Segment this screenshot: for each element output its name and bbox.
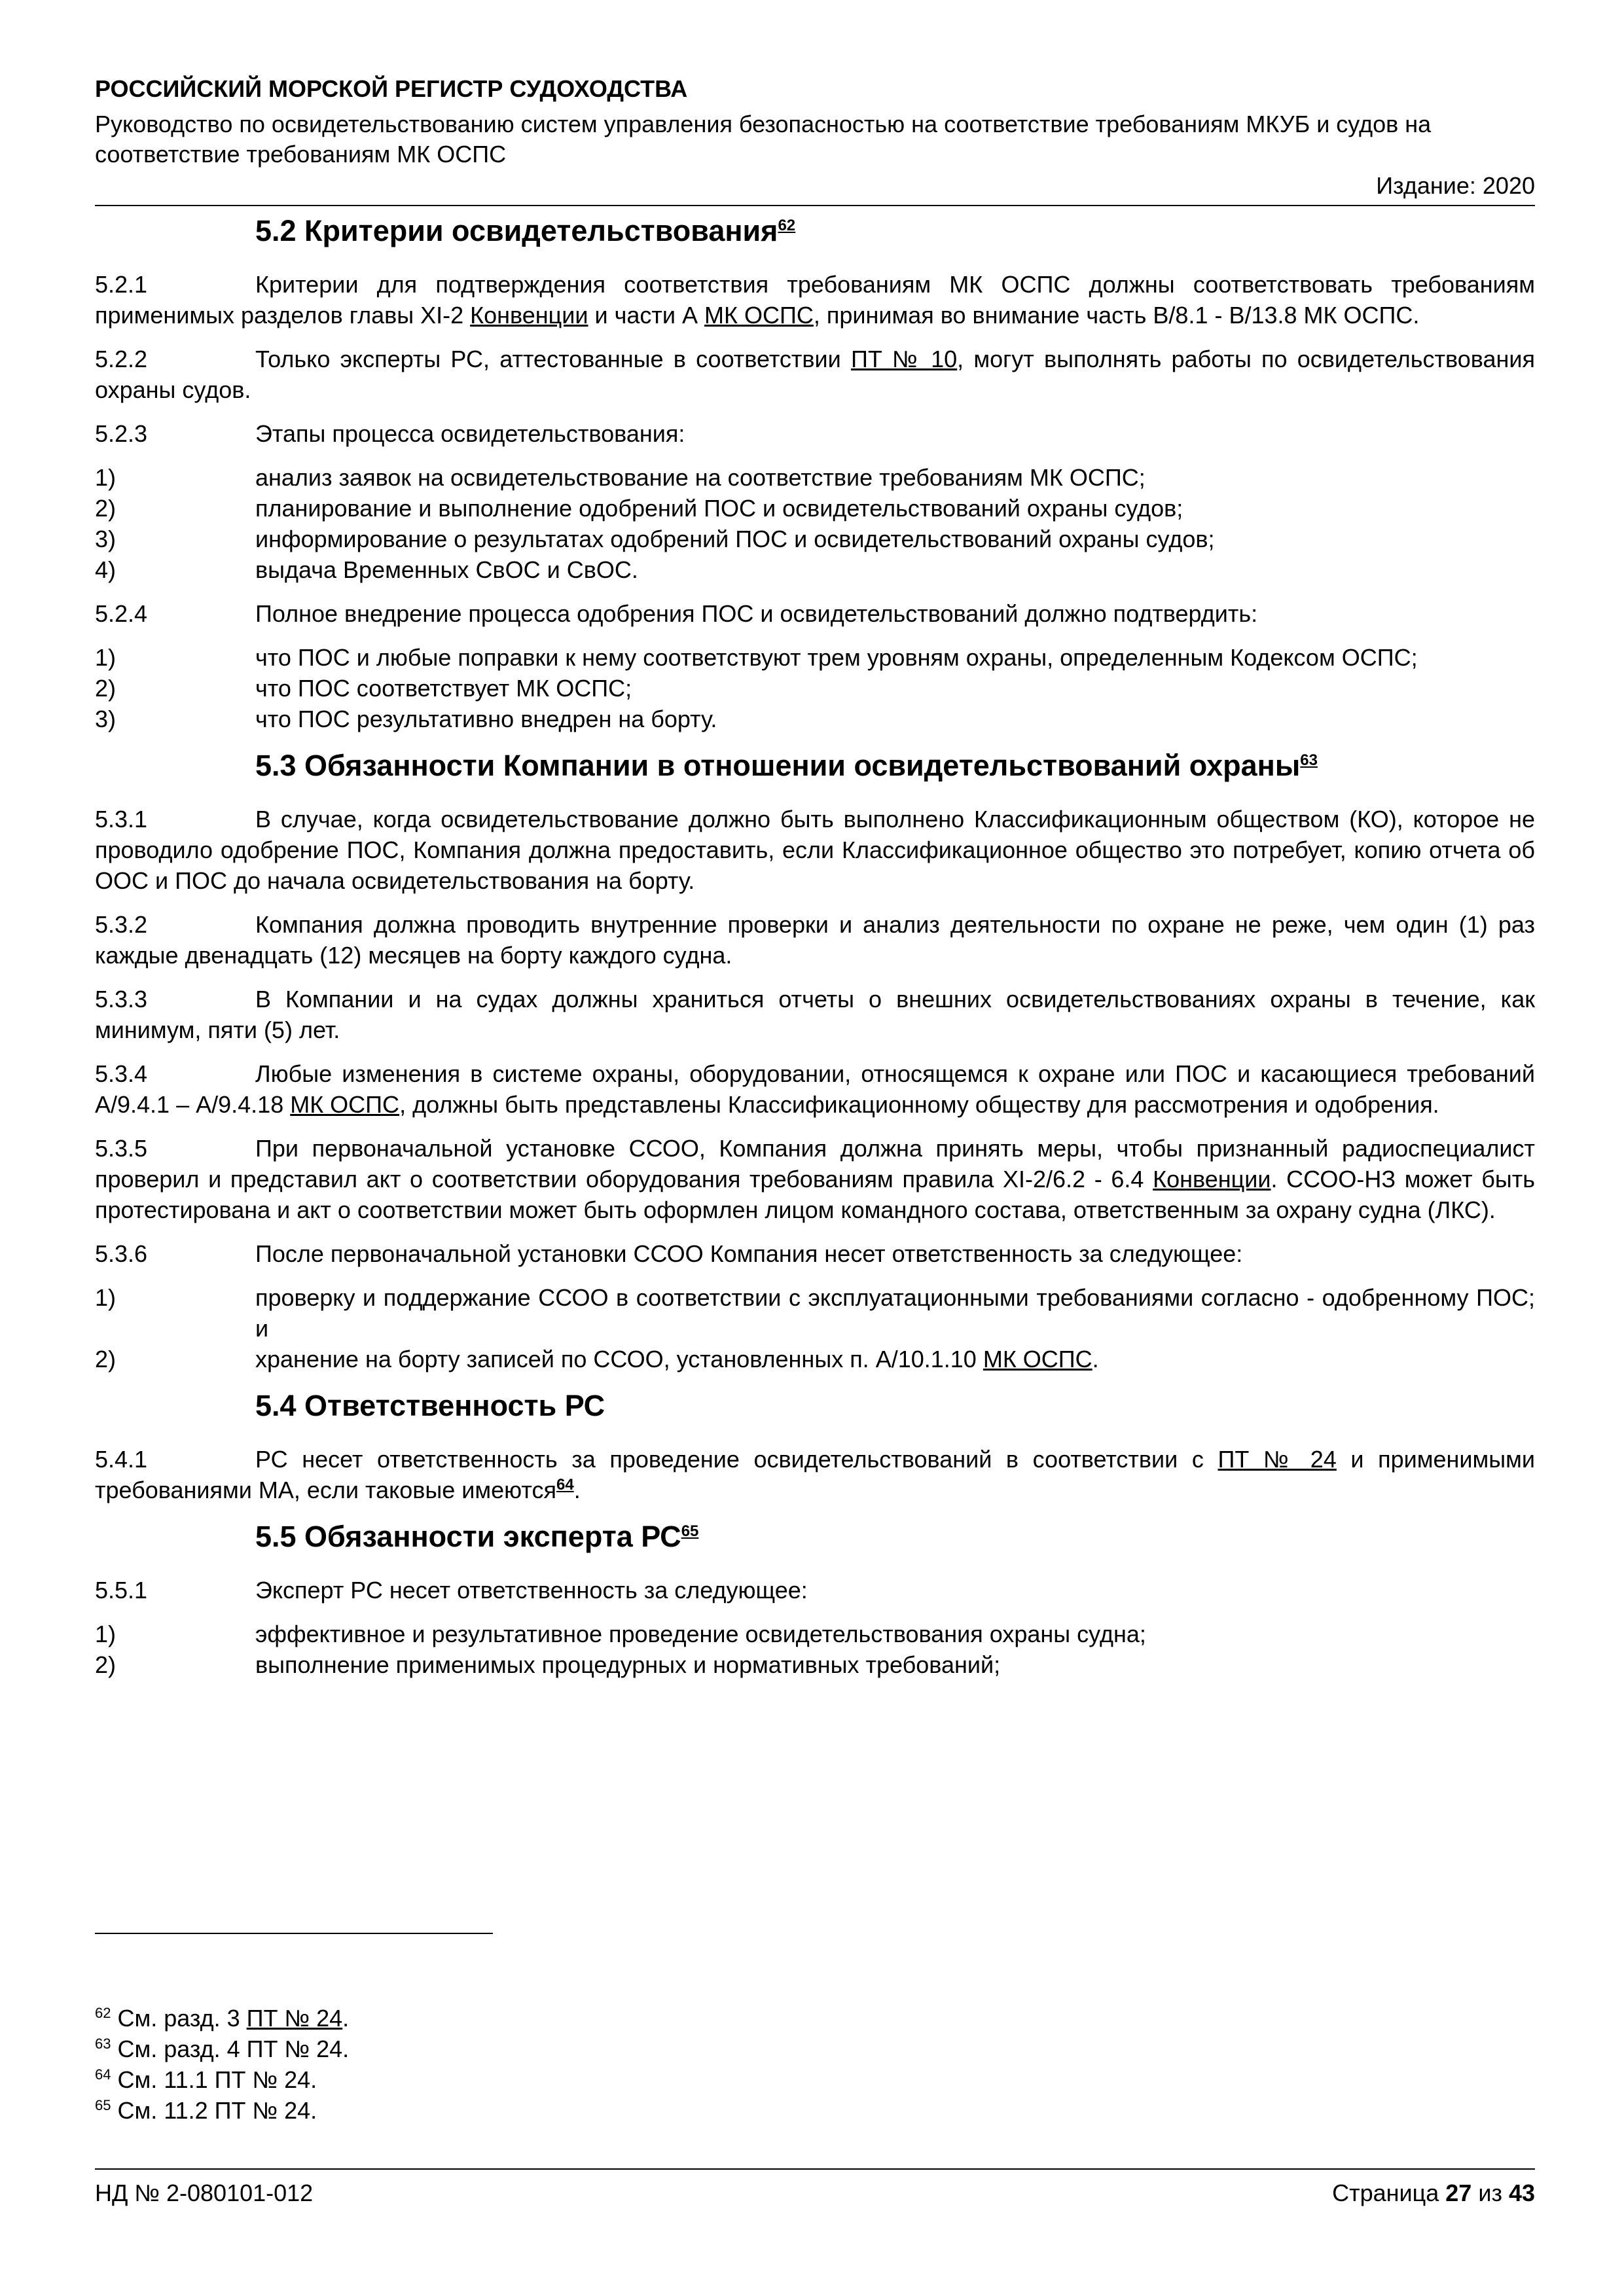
paragraph-number: 5.3.4 xyxy=(95,1060,148,1087)
footnote-62: $^{62}$ См. разд. 3 ПТ № 24. xyxy=(95,2005,350,2032)
footer-document-number: НД № 2-080101-012 xyxy=(95,2179,314,2206)
header-organization: РОССИЙСКИЙ МОРСКОЙ РЕГИСТР СУДОХОДСТВА xyxy=(95,75,688,102)
paragraph-5-2-1: 5.2.1 Критерии для подтверждения соответствия требованиям МК ОСПС должны соответствовать требованиям применимых разделов главы XI-2 Конвенции и части А МК ОСПС, принимая во внимание часть В/8.1 - В/13.8 МК ОСПС. xyxy=(95,269,1535,331)
list-item: 2) что ПОС соответствует МК ОСПС; xyxy=(95,675,632,702)
list-item: 2) хранение на борту записей по ССОО, установленных п. А/10.1.10 МК ОСПС. xyxy=(95,1346,1099,1372)
section-5-3-heading: 5.3 Обязанности Компании в отношении освидетельствований охраны$^{63}$ xyxy=(255,749,1318,782)
paragraph-number: 5.2.3 xyxy=(95,420,148,447)
total-pages: 43 xyxy=(1508,2179,1535,2206)
paragraph-number: 5.3.3 xyxy=(95,986,148,1013)
paragraph-number: 5.3.1 xyxy=(95,806,148,833)
footer-page-number: Страница 27 из 43 xyxy=(1332,2179,1535,2206)
paragraph-number: 5.2.2 xyxy=(95,346,148,372)
link-convention[interactable]: Конвенции xyxy=(1153,1166,1271,1193)
paragraph-5-3-4: 5.3.4 Любые изменения в системе охраны, оборудовании, относящемся к охране или ПОС и касающиеся требований А/9.4.1 – А/9.4.18 МК ОСПС, должны быть представлены Классификационному обществу для рассмотрения и одобрения. xyxy=(95,1058,1535,1120)
section-5-4-heading: 5.4 Ответственность РС xyxy=(255,1389,605,1422)
header-document-title: Руководство по освидетельствованию систем управления безопасностью на соответствие требованиям МКУБ и судов на соответствие требованиям МК ОСПС xyxy=(95,111,1432,168)
paragraph-number: 5.3.2 xyxy=(95,911,148,938)
link-isps-code[interactable]: МК ОСПС xyxy=(704,302,814,329)
footnotes xyxy=(95,2003,349,2126)
footnote-63: $^{63}$ См. разд. 4 ПТ № 24. xyxy=(95,2036,350,2062)
paragraph-5-2-2: 5.2.2 Только эксперты РС, аттестованные в соответствии ПТ № 10, могут выполнять работы по освидетельствования охраны судов. xyxy=(95,344,1535,405)
document-page xyxy=(95,0,1535,2296)
footer-divider xyxy=(95,2168,1535,2170)
paragraph-5-5-1: 5.5.1 Эксперт РС несет ответственность за следующее: xyxy=(95,1575,1535,1605)
footnote-ref-63[interactable]: 63 xyxy=(1300,751,1318,769)
list-5-3-6 xyxy=(95,1282,1535,1374)
list-item: 2) выполнение применимых процедурных и нормативных требований; xyxy=(95,1651,1001,1678)
footnote-ref-64[interactable]: 64 xyxy=(556,1476,574,1494)
list-5-2-4 xyxy=(95,642,1535,734)
list-item: 3) что ПОС результативно внедрен на борту. xyxy=(95,706,717,732)
paragraph-number: 5.2.4 xyxy=(95,600,148,627)
paragraph-number: 5.2.1 xyxy=(95,271,148,298)
paragraph-number: 5.3.6 xyxy=(95,1240,148,1267)
list-item: 2) планирование и выполнение одобрений ПОС и освидетельствований охраны судов; xyxy=(95,495,1183,522)
footnote-64: $^{64}$ См. 11.1 ПТ № 24. xyxy=(95,2066,317,2093)
paragraph-5-4-1: 5.4.1 РС несет ответственность за проведение освидетельствований в соответствии с ПТ № 24 и применимыми требованиями МА, если таковые имеются$^{64}$. xyxy=(95,1444,1535,1505)
footnote-65: $^{65}$ См. 11.2 ПТ № 24. xyxy=(95,2097,317,2124)
list-item: 1) проверку и поддержание ССОО в соответствии с эксплуатационными требованиями согласно - одобренному ПОС; и xyxy=(95,1284,1535,1342)
section-5-2-heading: 5.2 Критерии освидетельствования$^{62}$ xyxy=(255,214,796,247)
link-convention[interactable]: Конвенции xyxy=(470,302,588,329)
paragraph-5-3-3: 5.3.3 В Компании и на судах должны храниться отчеты о внешних освидетельствованиях охраны в течение, как минимум, пяти (5) лет. xyxy=(95,984,1535,1045)
link-isps-code[interactable]: МК ОСПС xyxy=(290,1091,400,1118)
paragraph-5-3-6: 5.3.6 После первоначальной установки ССОО Компания несет ответственность за следующее: xyxy=(95,1238,1535,1269)
list-item: 1) что ПОС и любые поправки к нему соответствуют трем уровням охраны, определенным Кодексом ОСПС; xyxy=(95,644,1418,671)
list-item: 1) эффективное и результативное проведение освидетельствования охраны судна; xyxy=(95,1621,1146,1647)
section-5-5-heading: 5.5 Обязанности эксперта РС$^{65}$ xyxy=(255,1520,699,1553)
link-pt-24[interactable]: ПТ № 24 xyxy=(1218,1446,1337,1473)
list-5-5-1 xyxy=(95,1619,1535,1680)
paragraph-5-2-4: 5.2.4 Полное внедрение процесса одобрения ПОС и освидетельствований должно подтвердить: xyxy=(95,598,1535,629)
document-body xyxy=(95,213,1535,1693)
paragraph-number: 5.5.1 xyxy=(95,1577,148,1604)
header-divider xyxy=(95,205,1535,206)
list-item: 1) анализ заявок на освидетельствование на соответствие требованиям МК ОСПС; xyxy=(95,464,1146,491)
paragraph-number: 5.3.5 xyxy=(95,1135,148,1162)
list-item: 3) информирование о результатах одобрений ПОС и освидетельствований охраны судов; xyxy=(95,526,1215,552)
paragraph-number: 5.4.1 xyxy=(95,1446,148,1473)
list-5-2-3 xyxy=(95,462,1535,585)
footnote-ref-62[interactable]: 62 xyxy=(778,217,796,234)
paragraph-5-3-1: 5.3.1 В случае, когда освидетельствование должно быть выполнено Классификационным обществом (КО), которое не проводило одобрение ПОС, Компания должна предоставить, если Классификационное общество это потребует, копию отчета об ООС и ПОС до начала освидетельствования на борту. xyxy=(95,804,1535,896)
paragraph-5-2-3: 5.2.3 Этапы процесса освидетельствования: xyxy=(95,418,1535,449)
footnote-divider xyxy=(95,1933,493,1934)
footnote-ref-65[interactable]: 65 xyxy=(681,1522,699,1540)
current-page: 27 xyxy=(1445,2179,1472,2206)
link-pt-24[interactable]: ПТ № 24 xyxy=(246,2005,343,2032)
link-isps-code[interactable]: МК ОСПС xyxy=(983,1346,1092,1372)
list-item: 4) выдача Временных СвОС и СвОС. xyxy=(95,556,638,583)
paragraph-5-3-2: 5.3.2 Компания должна проводить внутренние проверки и анализ деятельности по охране не реже, чем один (1) раз каждые двенадцать (12) месяцев на борту каждого судна. xyxy=(95,909,1535,971)
header-edition: Издание: 2020 xyxy=(1376,172,1535,199)
paragraph-5-3-5: 5.3.5 При первоначальной установке ССОО, Компания должна принять меры, чтобы признанный радиоспециалист проверил и представил акт о соответствии оборудования требованиям правила XI-2/6.2 - 6.4 Конвенции. ССОО-НЗ может быть протестирована и акт о соответствии может быть оформлен лицом командного состава, ответственным за охрану судна (ЛКС). xyxy=(95,1133,1535,1225)
link-pt-10[interactable]: ПТ № 10 xyxy=(850,346,958,372)
